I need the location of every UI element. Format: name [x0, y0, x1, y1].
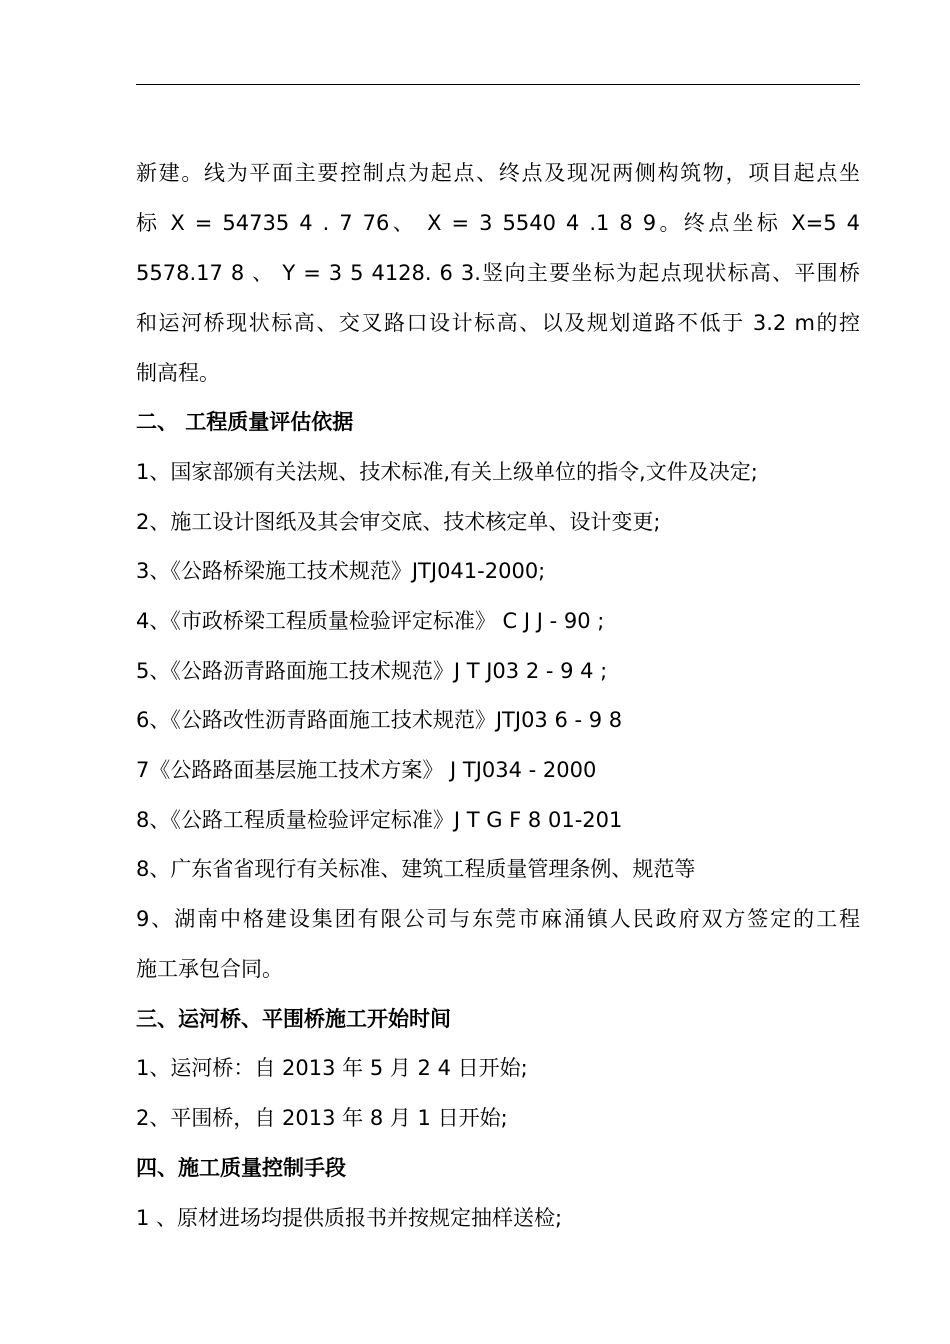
- section2-item-10: 9、湖南中格建设集团有限公司与东莞市麻涌镇人民政府双方签定的工程: [136, 907, 860, 931]
- section2-item-8: 8、《公路工程质量检验评定标准》J T G F 8 01-201: [136, 808, 623, 832]
- section2-item-1: 1、国家部颁有关法规、技术标准,有关上级单位的指令,文件及决定;: [136, 460, 758, 484]
- section3-heading: 三、运河桥、平围桥施工开始时间: [136, 1007, 451, 1031]
- header-rule: [136, 84, 860, 85]
- section2-item-6: 6、《公路改性沥青路面施工技术规范》JTJ03 6 - 9 8: [136, 708, 623, 732]
- section3-item-2: 2、平围桥，自 2013 年 8 月 1 日开始;: [136, 1106, 508, 1130]
- section2-item-9: 8、广东省省现行有关标准、建筑工程质量管理条例、规范等: [136, 857, 696, 881]
- section2-heading: 二、 工程质量评估依据: [136, 410, 354, 434]
- intro-line-4: 和运河桥现状标高、交叉路口设计标高、以及规划道路不低于 3.2 m的控: [136, 311, 860, 335]
- intro-line-5: 制高程。: [136, 361, 220, 385]
- section2-item-4: 4、《市政桥梁工程质量检验评定标准》 C J J - 90 ;: [136, 609, 605, 633]
- section2-item-2: 2、施工设计图纸及其会审交底、技术核定单、设计变更;: [136, 510, 661, 534]
- section2-item-7: 7《公路路面基层施工技术方案》 J TJ034 - 2000: [136, 758, 597, 782]
- section2-item-10-cont: 施工承包合同。: [136, 957, 283, 981]
- section3-item-1: 1、运河桥：自 2013 年 5 月 2 4 日开始;: [136, 1056, 528, 1080]
- intro-line-2: 标 X = 54735 4 . 7 76、 X = 3 5540 4 .1 8 9。终点坐标 X=5 4: [136, 211, 860, 235]
- section4-heading: 四、施工质量控制手段: [136, 1156, 346, 1180]
- intro-line-3: 5578.17 8 、 Y = 3 5 4128. 6 3.竖向主要坐标为起点现状标高、平围桥: [136, 261, 860, 285]
- section2-item-5: 5、《公路沥青路面施工技术规范》J T J03 2 - 9 4 ;: [136, 659, 608, 683]
- section4-item-1: 1 、原材进场均提供质报书并按规定抽样送检;: [136, 1206, 563, 1230]
- section2-item-3: 3、《公路桥梁施工技术规范》JTJ041-2000;: [136, 559, 546, 583]
- intro-line-1: 新建。线为平面主要控制点为起点、终点及现况两侧构筑物，项目起点坐: [136, 161, 860, 185]
